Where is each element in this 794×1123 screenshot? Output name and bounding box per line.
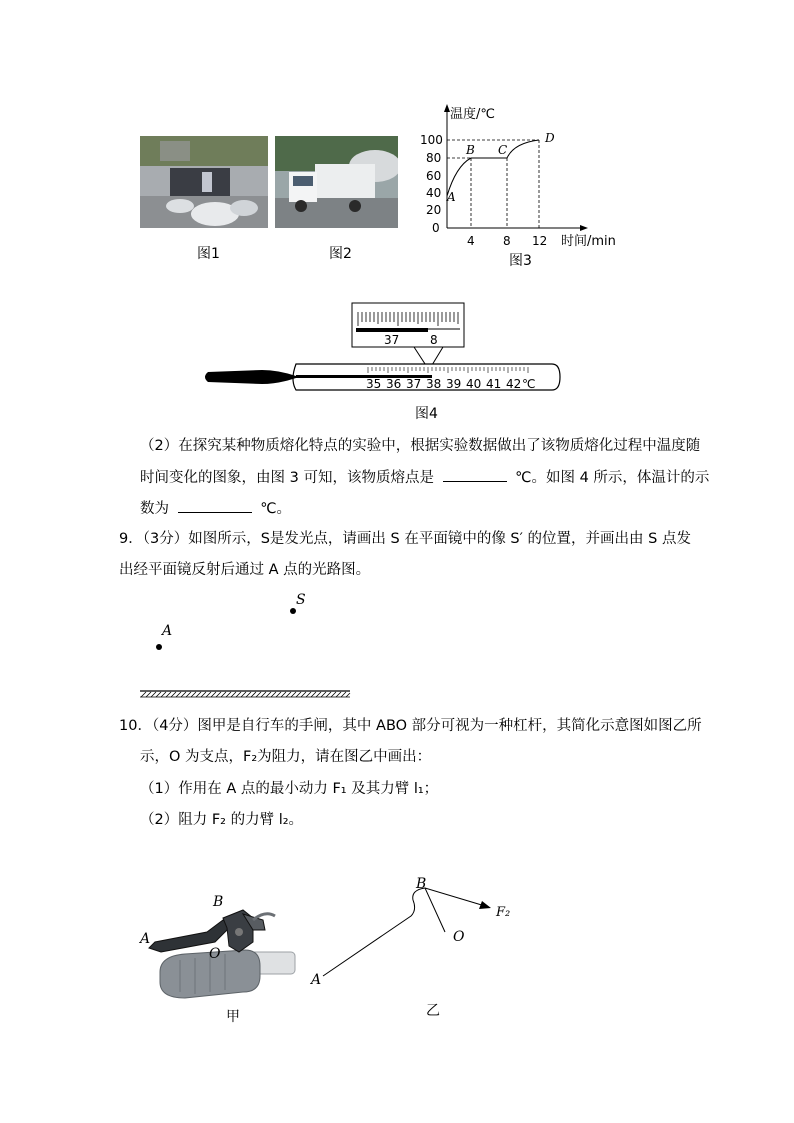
point-a-label: A (162, 623, 173, 639)
scale-label: ℃ (522, 377, 536, 391)
x-axis-arrow (580, 225, 588, 231)
scale-label: 39 (446, 377, 462, 391)
lever-arm-ao (323, 888, 445, 976)
scale-label: 42 (506, 377, 522, 391)
q10-line2: 示，O 为支点，F₂为阻力，请在图乙中画出： (140, 749, 432, 765)
thermometer-reading-blank[interactable] (178, 498, 252, 513)
y-tick: 20 (426, 203, 442, 217)
melting-curve (447, 140, 539, 196)
x-tick: 8 (503, 234, 511, 248)
figure-2-caption: 图2 (329, 246, 352, 262)
fig-jia-caption: 甲 (226, 1009, 240, 1025)
y-tick: 80 (426, 151, 442, 165)
q8-line3-text-b: ℃。 (260, 501, 292, 517)
y-tick: 0 (432, 221, 440, 235)
q8-part2-line2 (140, 467, 709, 488)
label-b: B (416, 876, 427, 892)
y-tick: 40 (426, 186, 442, 200)
figure-1-photo (140, 136, 268, 228)
q10-line1: 10．（4分）图甲是自行车的手闸，其中 ABO 部分可视为一种杠杆，其简化示意图如图乙所 (119, 718, 702, 734)
figure-4-caption: 图4 (415, 406, 438, 422)
y-tick: 60 (426, 169, 442, 183)
label-a: A (311, 972, 322, 988)
q9-line2: 出经平面镜反射后通过 A 点的光路图。 (119, 562, 371, 578)
q9-mirror-figure (135, 590, 365, 705)
figure-3-graph (412, 100, 632, 248)
zoom-box (352, 303, 464, 347)
scale-label: 41 (486, 377, 502, 391)
x-tick: 12 (532, 234, 548, 248)
scale-label: 35 (366, 377, 382, 391)
figure-3-caption: 图3 (509, 253, 532, 269)
scale-label: 38 (426, 377, 442, 391)
q8-line2-text-a: 时间变化的图象，由图 3 可知，该物质熔点是 (140, 470, 434, 486)
fig-jia-label-o: O (209, 946, 221, 962)
scale-label: 40 (466, 377, 482, 391)
zoom-label: 8 (430, 333, 438, 347)
x-tick: 4 (467, 234, 475, 248)
figure-2-photo (275, 136, 398, 228)
q8-part2-line3 (140, 498, 291, 519)
q9-line1: 9．（3分）如图所示，S是发光点，请画出 S 在平面镜中的像 S′ 的位置，并画出由 S 点发 (119, 531, 691, 547)
label-f2: F₂ (496, 905, 511, 920)
zoom-label: 37 (384, 333, 400, 347)
point-c-label: C (498, 143, 508, 157)
label-o: O (453, 929, 465, 945)
mercury-zoom (356, 328, 428, 332)
point-a-label: A (447, 190, 456, 204)
figure-4-thermometer (200, 300, 566, 396)
y-tick: 100 (420, 133, 443, 147)
point-s (290, 608, 296, 614)
fig-jia-label-b: B (213, 894, 224, 910)
scale-label: 36 (386, 377, 402, 391)
q10-line3: （1）作用在 A 点的最小动力 F₁ 及其力臂 l₁； (140, 781, 439, 797)
q8-line3-text-a: 数为 (140, 501, 169, 517)
fig-jia-label-a: A (140, 931, 151, 947)
point-b-label: B (466, 143, 475, 157)
figure-1-caption: 图1 (197, 246, 220, 262)
q8-line2-text-b: ℃。如图 4 所示，体温计的示 (515, 470, 710, 486)
lever-sketch (305, 870, 525, 995)
fig-yi-caption: 乙 (426, 1003, 440, 1019)
force-f2-arrow (479, 901, 491, 909)
y-axis-label: 温度/℃ (450, 107, 495, 122)
point-s-label: S (296, 592, 306, 608)
x-axis-label: 时间/min (561, 234, 616, 248)
point-a (156, 644, 162, 650)
q8-part2-line1: （2）在探究某种物质熔化特点的实验中，根据实验数据做出了该物质熔化过程中温度随 (140, 438, 701, 454)
point-d-label: D (545, 131, 555, 145)
thermometer-bulb (205, 370, 296, 384)
force-f2-line (425, 888, 485, 906)
melting-point-blank[interactable] (443, 467, 507, 482)
q10-line4: （2）阻力 F₂ 的力臂 l₂。 (140, 812, 304, 828)
scale-label: 37 (406, 377, 422, 391)
